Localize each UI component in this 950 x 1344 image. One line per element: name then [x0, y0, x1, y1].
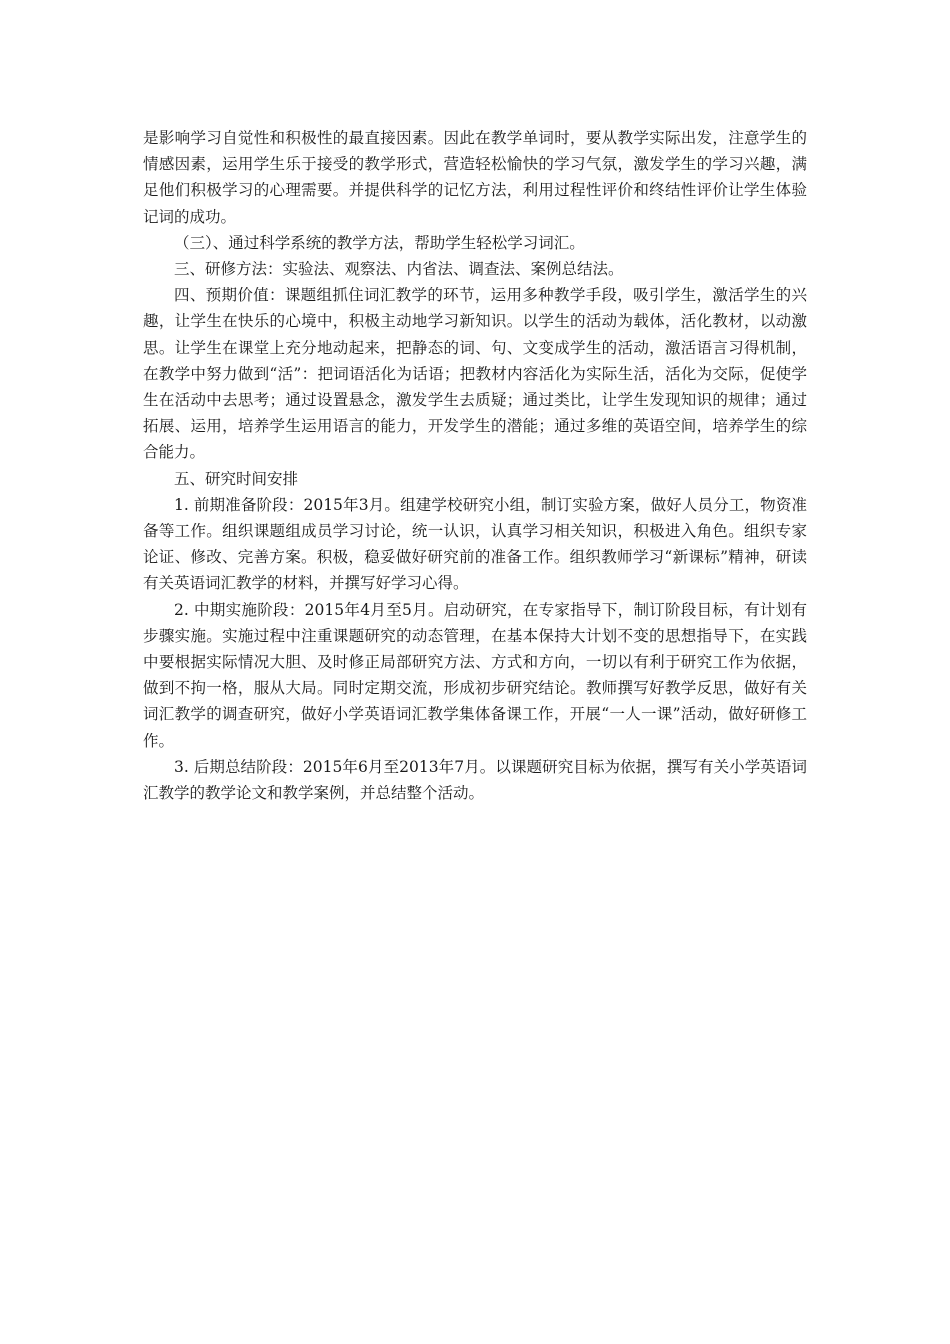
paragraph-research-methods: 三、研修方法：实验法、观察法、内省法、调查法、案例总结法。 [174, 260, 624, 279]
document-body [143, 125, 807, 806]
paragraph-expected-value: 四、预期价值：课题组抓住词汇教学的环节，运用多种教学手段，吸引学生，激活学生的兴趣，让学生在快乐的心境中，积极主动地学习新知识。以学生的活动为载体，活化教材，以动激思。让学生在课堂上充分地动起来，把静态的词、句、文变成学生的活动，激活语言习得机制，在教学中努力做到“活”：把词语活化为话语；把教材内容活化为实际生活，活化为交际，促使学生在活动中去思考；通过设置悬念，激发学生去质疑；通过类比，让学生发现知识的规律；通过拓展、运用，培养学生运用语言的能力，开发学生的潜能；通过多维的英语空间，培养学生的综合能力。 [143, 286, 807, 462]
paragraph-stage-implementation: 2. 中期实施阶段：2015年4月至5月。启动研究，在专家指导下，制订阶段目标，有计划有步骤实施。实施过程中注重课题研究的动态管理，在基本保持大计划不变的思想指导下，在实践中要根据实际情况大胆、及时修正局部研究方法、方式和方向，一切以有利于研究工作为依据，做到不拘一格，服从大局。同时定期交流，形成初步研究结论。教师撰写好教学反思，做好有关词汇教学的调查研究，做好小学英语词汇教学集体备课工作，开展“一人一课”活动，做好研修工作。 [143, 600, 807, 750]
paragraph-schedule-heading: 五、研究时间安排 [174, 469, 299, 488]
paragraph-stage-summary: 3. 后期总结阶段：2015年6月至2013年7月。以课题研究目标为依据，撰写有关小学英语词汇教学的教学论文和教学案例，并总结整个活动。 [143, 757, 807, 803]
paragraph-continuation: 是影响学习自觉性和积极性的最直接因素。因此在教学单词时，要从教学实际出发，注意学生的情感因素，运用学生乐于接受的教学形式，营造轻松愉快的学习气氛，激发学生的学习兴趣，满足他们积极学习的心理需要。并提供科学的记忆方法，利用过程性评价和终结性评价让学生体验记词的成功。 [143, 129, 807, 226]
paragraph-section-three-item: （三）、通过科学系统的教学方法，帮助学生轻松学习词汇。 [174, 233, 585, 252]
paragraph-stage-preparation: 1. 前期准备阶段：2015年3月。组建学校研究小组，制订实验方案，做好人员分工，物资准备等工作。组织课题组成员学习讨论，统一认识，认真学习相关知识，积极进入角色。组织专家论证、修改、完善方案。积极，稳妥做好研究前的准备工作。组织教师学习“新课标”精神，研读有关英语词汇教学的材料，并撰写好学习心得。 [143, 495, 807, 593]
